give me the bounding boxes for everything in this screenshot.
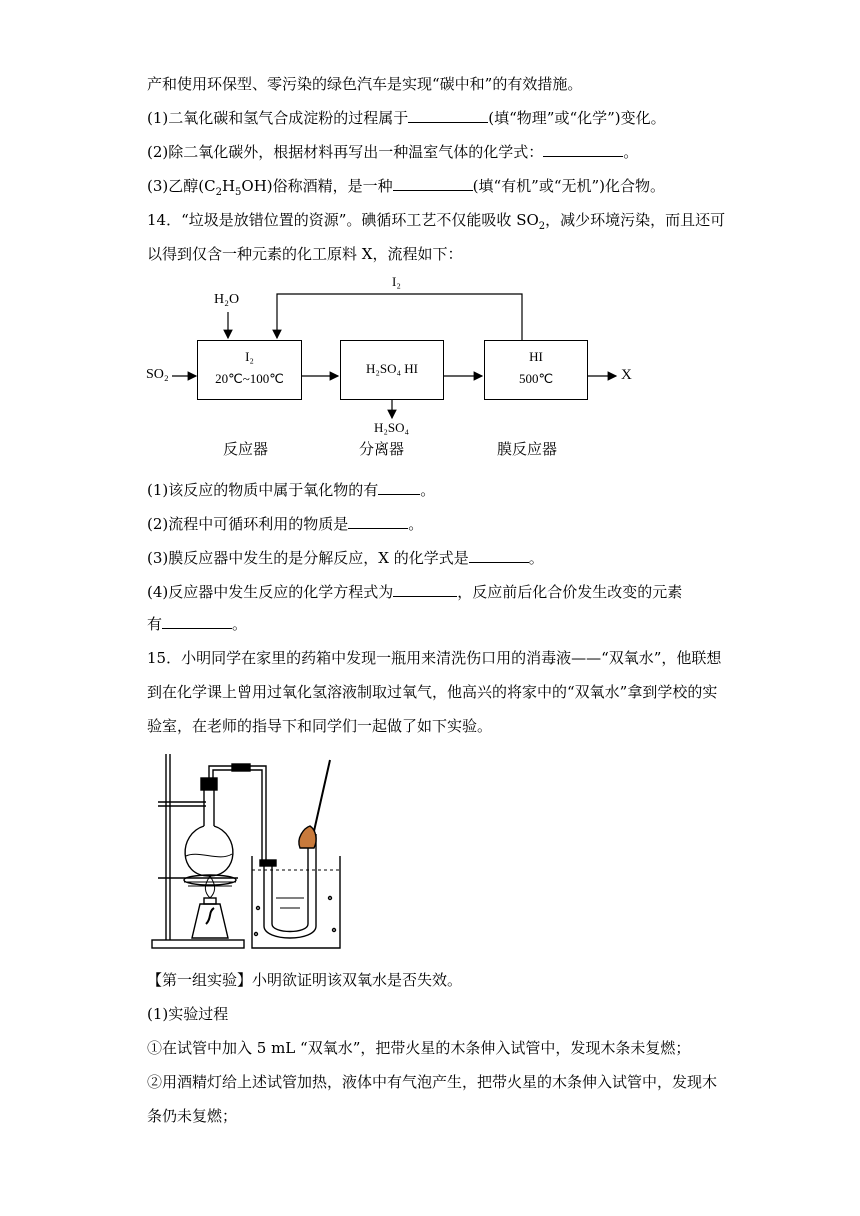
step-1: ①在试管中加入 5 mL “双氧水”，把带火星的木条伸入试管中，发现木条未复燃； (147, 1039, 691, 1057)
group-1-heading: 【第一组实验】小明欲证明该双氧水是否失效。 (147, 971, 463, 989)
recycle-i2-label: I₂ (392, 274, 401, 289)
question-14-1: (1)该反应的物质中属于氧化物的有 。 (147, 481, 436, 499)
question-15-stem-2: 到在化学课上曾用过氧化氢溶液制取过氧气，他高兴的将家中的“双氧水”拿到学校的实 (147, 683, 718, 701)
membrane-reactor-box (484, 340, 588, 400)
apparatus-drawing (148, 748, 368, 958)
question-14-stem: 14．“垃圾是放错位置的资源”。碘循环工艺不仅能吸收 $SO_2$，减少环境污染，而且还可 (147, 211, 726, 232)
text-line: 产和使用环保型、零污染的绿色汽车是实现“碳中和”的有效措施。 (147, 75, 583, 93)
step-2-cont: 条仍未复燃； (147, 1107, 238, 1125)
h2so4-output-label: H₂SO₄ (374, 420, 410, 435)
answer-blank[interactable] (393, 582, 457, 597)
answer-blank[interactable] (162, 614, 232, 629)
reactor-temperature: 20℃~100℃ (215, 371, 284, 386)
apparatus-illustration (148, 748, 368, 958)
answer-blank[interactable] (378, 480, 420, 495)
question-14-2: (2)流程中可循环利用的物质是 。 (147, 515, 424, 533)
question-15-stem-3: 验室，在老师的指导下和同学们一起做了如下实验。 (147, 717, 493, 735)
question-14-4-cont: 有 。 (147, 615, 248, 633)
question-13-1: (1)二氧化碳和氢气合成淀粉的过程属于 (填“物理”或“化学”)变化。 (147, 109, 666, 127)
membrane-temperature: 500℃ (518, 371, 554, 386)
question-14-stem-2: 以得到仅含一种元素的化工原料 X，流程如下： (147, 245, 463, 263)
question-13-2: (2)除二氧化碳外，根据材料再写出一种温室气体的化学式： 。 (147, 143, 639, 161)
question-14-4: (4)反应器中发生反应的化学方程式为 ，反应前后化合价发生改变的元素 (147, 583, 683, 601)
so2-label: SO₂ (146, 367, 169, 382)
x-label: X (621, 367, 632, 383)
reactor-reagent: I₂ (245, 349, 254, 364)
answer-blank[interactable] (393, 176, 473, 191)
reactor-label: 反应器 (223, 440, 269, 458)
answer-blank[interactable] (543, 142, 623, 157)
flow-diagram (140, 270, 660, 470)
separator-contents: H₂SO₄ HI (365, 361, 419, 376)
h2o-label: H₂O (214, 292, 240, 307)
separator-label: 分离器 (359, 440, 405, 458)
answer-blank[interactable] (408, 108, 488, 123)
reactor-box (197, 340, 302, 400)
answer-blank[interactable] (469, 548, 529, 563)
question-13-3: (3)乙醇$(C_2H_5OH)$俗称酒精，是一种 (填“有机”或“无机”)化合物。 (147, 177, 666, 198)
question-14-3: (3)膜反应器中发生的是分解反应，X 的化学式是 。 (147, 549, 544, 567)
step-2: ②用酒精灯给上述试管加热，液体中有气泡产生，把带火星的木条伸入试管中，发现木 (147, 1073, 718, 1091)
group-1-subheading: (1)实验过程 (147, 1005, 229, 1023)
answer-blank[interactable] (348, 514, 408, 529)
membrane-reactor-label: 膜反应器 (497, 440, 558, 458)
question-15-stem: 15．小明同学在家里的药箱中发现一瓶用来清洗伤口用的消毒液——“双氧水”，他联想 (147, 649, 722, 667)
membrane-reagent: HI (529, 349, 543, 364)
separator-box (340, 340, 444, 400)
